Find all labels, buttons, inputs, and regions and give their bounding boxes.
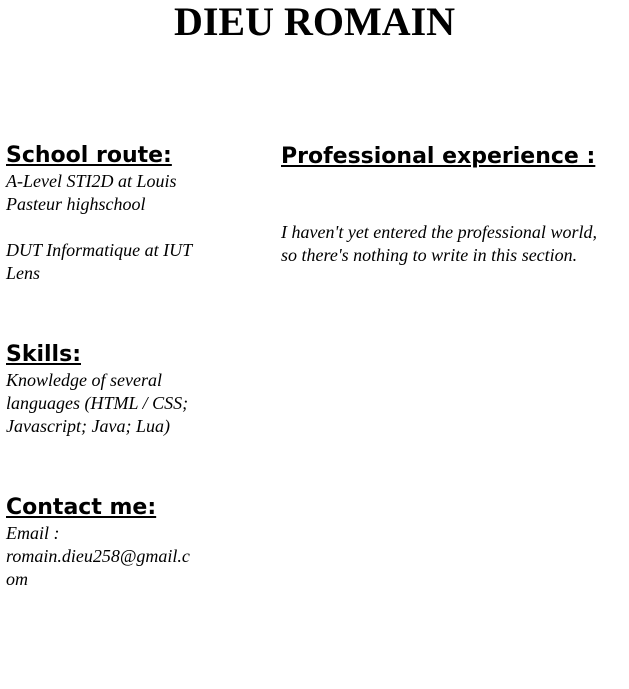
school-heading: School route: xyxy=(6,143,172,168)
right-column xyxy=(281,140,611,267)
skills-section xyxy=(6,341,196,438)
experience-text: I haven't yet entered the professional world, so there's nothing to write in this section. xyxy=(281,222,597,265)
school-item: A-Level STI2D at Louis Pasteur highschool xyxy=(6,171,177,214)
email-address: romain.dieu258@gmail.com xyxy=(6,546,190,589)
contact-heading: Contact me: xyxy=(6,495,157,520)
school-section xyxy=(6,142,196,285)
school-item: DUT Informatique at IUT Lens xyxy=(6,240,192,283)
email-label: Email : xyxy=(6,523,60,543)
contact-section xyxy=(6,494,196,591)
experience-heading: Professional experience : xyxy=(281,144,596,169)
skills-heading: Skills: xyxy=(6,342,81,367)
skills-text: Knowledge of several languages (HTML / CSS; Javascript; Java; Lua) xyxy=(6,370,189,436)
left-column xyxy=(6,142,196,591)
page-title: DIEU ROMAIN xyxy=(173,0,456,44)
